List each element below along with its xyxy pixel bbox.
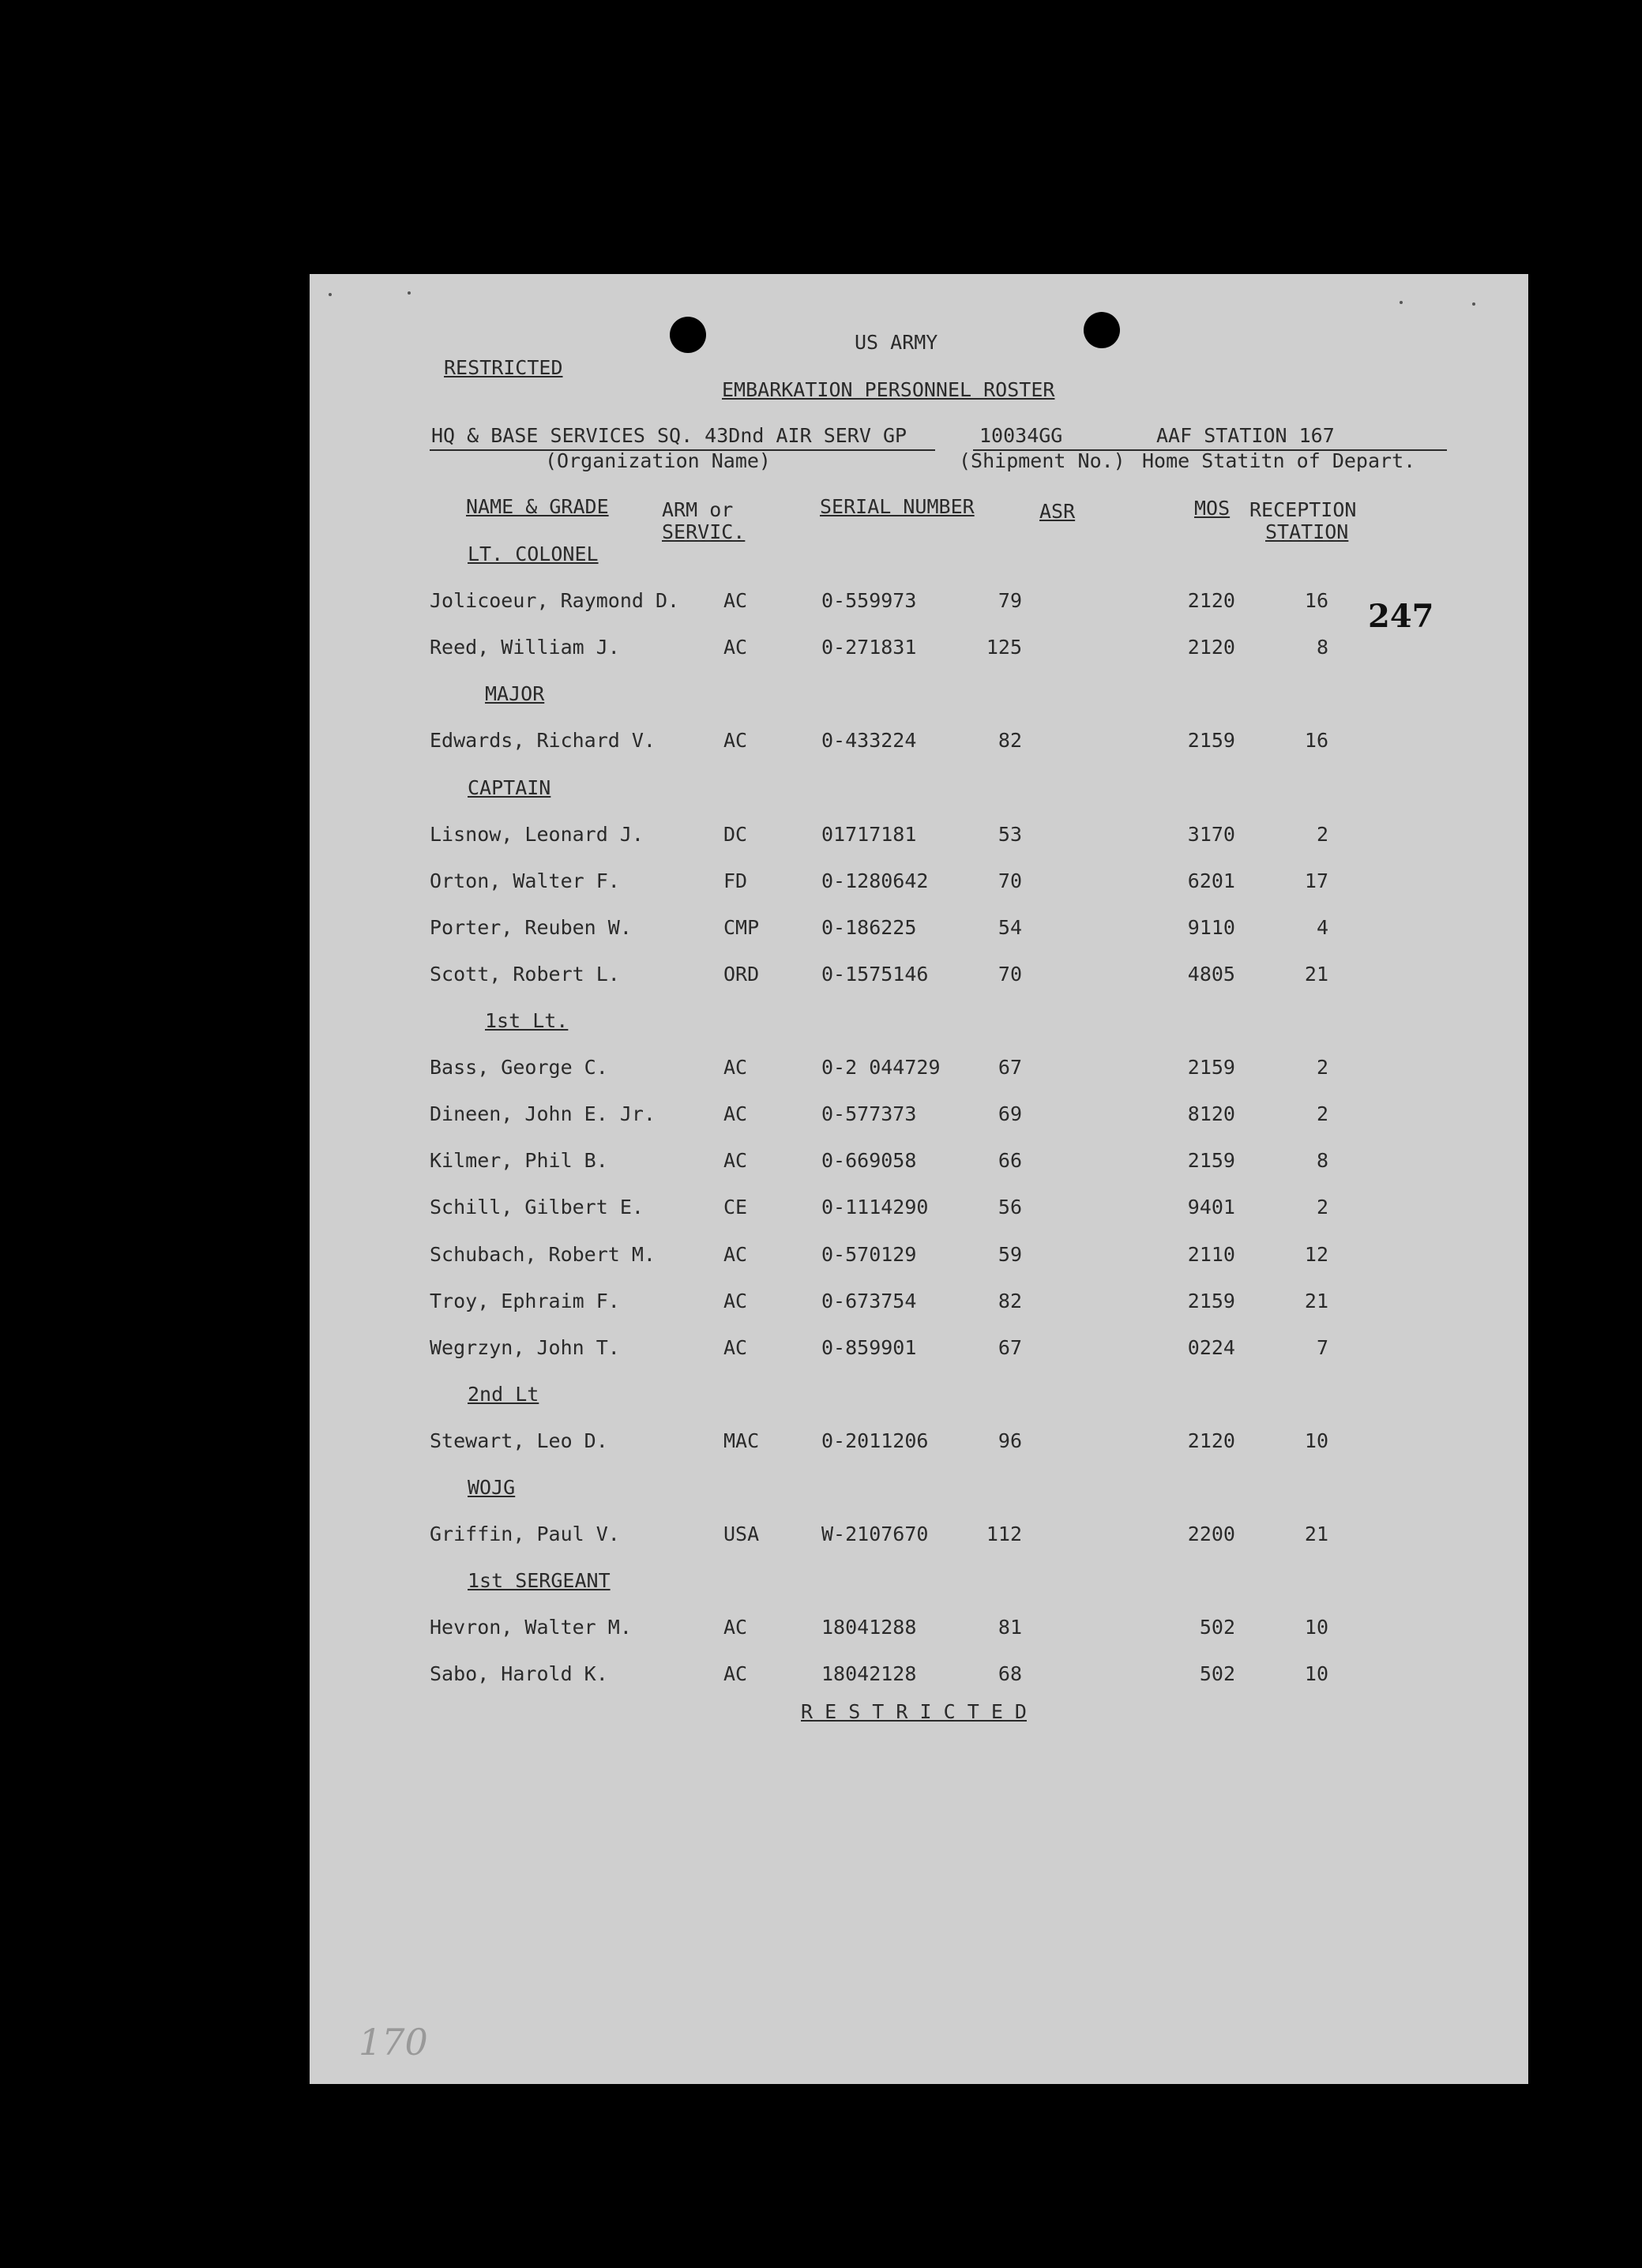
person-name: Scott, Robert L.	[430, 963, 620, 986]
mos-code: 9401	[1187, 1196, 1235, 1218]
grade-heading: MAJOR	[485, 682, 545, 705]
reception-station: 2	[1316, 1102, 1328, 1125]
serial-number: 0-433224	[821, 729, 917, 752]
serial-number: 0-577373	[821, 1102, 917, 1125]
home-station: AAF STATION 167	[1156, 424, 1335, 447]
grade-heading: CAPTAIN	[468, 776, 551, 799]
mos-code: 2159	[1187, 1149, 1235, 1172]
person-name: Griffin, Paul V.	[430, 1523, 620, 1545]
speck	[1472, 302, 1475, 306]
person-name: Lisnow, Leonard J.	[430, 823, 644, 846]
reception-station: 2	[1316, 823, 1328, 846]
arm-service: CE	[723, 1196, 748, 1218]
organization-name: HQ & BASE SERVICES SQ. 43Dnd AIR SERV GP	[431, 424, 907, 447]
punch-hole-left	[670, 317, 706, 353]
arm-service: AC	[723, 1662, 748, 1685]
col-name-grade: NAME & GRADE	[466, 495, 609, 518]
mos-code: 4805	[1187, 963, 1235, 986]
serial-number: 0-186225	[821, 916, 917, 939]
person-name: Hevron, Walter M.	[430, 1616, 632, 1639]
arm-service: AC	[723, 1290, 748, 1312]
col-reception-1: RECEPTION	[1249, 498, 1357, 521]
person-name: Dineen, John E. Jr.	[430, 1102, 656, 1125]
arm-service: ORD	[723, 963, 760, 986]
serial-number: 0-1114290	[821, 1196, 929, 1218]
person-name: Jolicoeur, Raymond D.	[430, 589, 680, 612]
reception-station: 10	[1304, 1429, 1328, 1452]
mos-code: 2159	[1187, 1290, 1235, 1312]
reception-station: 17	[1304, 869, 1328, 892]
reception-station: 10	[1304, 1662, 1328, 1685]
asr-score: 96	[998, 1429, 1022, 1452]
grade-heading: 1st Lt.	[485, 1009, 569, 1032]
arm-service: AC	[723, 1102, 748, 1125]
col-mos: MOS	[1194, 497, 1231, 520]
shipment-number: 10034GG	[979, 424, 1063, 447]
mos-code: 2159	[1187, 729, 1235, 752]
mos-code: 2120	[1187, 589, 1235, 612]
asr-score: 70	[998, 869, 1022, 892]
reception-station: 16	[1304, 589, 1328, 612]
shipment-caption: (Shipment No.)	[959, 449, 1125, 472]
reception-station: 21	[1304, 963, 1328, 986]
asr-score: 79	[998, 589, 1022, 612]
organization-caption: (Organization Name)	[545, 449, 771, 472]
mos-code: 9110	[1187, 916, 1235, 939]
asr-score: 70	[998, 963, 1022, 986]
asr-score: 81	[998, 1616, 1022, 1639]
station-caption: Home Statitn of Depart.	[1142, 449, 1416, 472]
asr-score: 56	[998, 1196, 1022, 1218]
arm-service: AC	[723, 589, 748, 612]
person-name: Bass, George C.	[430, 1056, 608, 1079]
reception-station: 21	[1304, 1290, 1328, 1312]
serial-number: W-2107670	[821, 1523, 929, 1545]
person-name: Stewart, Leo D.	[430, 1429, 608, 1452]
mos-code: 2120	[1187, 1429, 1235, 1452]
arm-service: MAC	[723, 1429, 760, 1452]
col-serial: SERIAL NUMBER	[820, 495, 975, 518]
col-arm-2: SERVIC.	[662, 520, 746, 543]
mos-code: 502	[1199, 1616, 1235, 1639]
page-number: 247	[1368, 598, 1434, 635]
serial-number: 0-2011206	[821, 1429, 929, 1452]
restricted-top: RESTRICTED	[444, 356, 563, 379]
header-army: US ARMY	[855, 331, 938, 354]
reception-station: 7	[1316, 1336, 1328, 1359]
asr-score: 82	[998, 1290, 1022, 1312]
asr-score: 69	[998, 1102, 1022, 1125]
speck	[1400, 301, 1403, 304]
person-name: Edwards, Richard V.	[430, 729, 656, 752]
person-name: Porter, Reuben W.	[430, 916, 632, 939]
mos-code: 6201	[1187, 869, 1235, 892]
arm-service: AC	[723, 729, 748, 752]
serial-number: 0-669058	[821, 1149, 917, 1172]
asr-score: 82	[998, 729, 1022, 752]
serial-number: 0-2 044729	[821, 1056, 941, 1079]
reception-station: 8	[1316, 1149, 1328, 1172]
serial-number: 01717181	[821, 823, 917, 846]
asr-score: 68	[998, 1662, 1022, 1685]
mos-code: 3170	[1187, 823, 1235, 846]
arm-service: AC	[723, 1616, 748, 1639]
asr-score: 54	[998, 916, 1022, 939]
reception-station: 21	[1304, 1523, 1328, 1545]
person-name: Reed, William J.	[430, 636, 620, 659]
serial-number: 18042128	[821, 1662, 917, 1685]
serial-number: 0-570129	[821, 1243, 917, 1266]
arm-service: CMP	[723, 916, 760, 939]
reception-station: 12	[1304, 1243, 1328, 1266]
arm-service: DC	[723, 823, 748, 846]
person-name: Sabo, Harold K.	[430, 1662, 608, 1685]
mos-code: 8120	[1187, 1102, 1235, 1125]
arm-service: AC	[723, 1056, 748, 1079]
serial-number: 0-1280642	[821, 869, 929, 892]
person-name: Troy, Ephraim F.	[430, 1290, 620, 1312]
reception-station: 2	[1316, 1056, 1328, 1079]
person-name: Wegrzyn, John T.	[430, 1336, 620, 1359]
speck	[329, 293, 332, 296]
mos-code: 502	[1199, 1662, 1235, 1685]
reception-station: 4	[1316, 916, 1328, 939]
arm-service: USA	[723, 1523, 760, 1545]
grade-heading: LT. COLONEL	[468, 543, 599, 565]
reception-station: 2	[1316, 1196, 1328, 1218]
arm-service: FD	[723, 869, 748, 892]
serial-number: 0-559973	[821, 589, 917, 612]
asr-score: 67	[998, 1336, 1022, 1359]
asr-score: 66	[998, 1149, 1022, 1172]
asr-score: 112	[986, 1523, 1022, 1545]
document-page	[310, 274, 1528, 2084]
col-asr: ASR	[1039, 500, 1076, 523]
arm-service: AC	[723, 1149, 748, 1172]
roster-title: EMBARKATION PERSONNEL ROSTER	[722, 378, 1055, 401]
asr-score: 67	[998, 1056, 1022, 1079]
mos-code: 2200	[1187, 1523, 1235, 1545]
asr-score: 125	[986, 636, 1022, 659]
arm-service: AC	[723, 1336, 748, 1359]
grade-heading: 2nd Lt	[468, 1383, 539, 1406]
serial-number: 0-271831	[821, 636, 917, 659]
grade-heading: WOJG	[468, 1476, 516, 1499]
reception-station: 16	[1304, 729, 1328, 752]
restricted-bottom: R E S T R I C T E D	[801, 1700, 1027, 1723]
serial-number: 18041288	[821, 1616, 917, 1639]
speck	[408, 291, 411, 295]
reception-station: 8	[1316, 636, 1328, 659]
arm-service: AC	[723, 636, 748, 659]
grade-heading: 1st SERGEANT	[468, 1569, 611, 1592]
person-name: Schubach, Robert M.	[430, 1243, 656, 1266]
reception-station: 10	[1304, 1616, 1328, 1639]
col-reception-2: STATION	[1265, 520, 1349, 543]
col-arm-1: ARM or	[662, 498, 734, 521]
mos-code: 0224	[1187, 1336, 1235, 1359]
asr-score: 53	[998, 823, 1022, 846]
mos-code: 2159	[1187, 1056, 1235, 1079]
handwritten-number: 170	[359, 2021, 428, 2063]
serial-number: 0-1575146	[821, 963, 929, 986]
serial-number: 0-673754	[821, 1290, 917, 1312]
person-name: Orton, Walter F.	[430, 869, 620, 892]
arm-service: AC	[723, 1243, 748, 1266]
asr-score: 59	[998, 1243, 1022, 1266]
person-name: Kilmer, Phil B.	[430, 1149, 608, 1172]
mos-code: 2120	[1187, 636, 1235, 659]
mos-code: 2110	[1187, 1243, 1235, 1266]
serial-number: 0-859901	[821, 1336, 917, 1359]
person-name: Schill, Gilbert E.	[430, 1196, 644, 1218]
punch-hole-right	[1084, 312, 1120, 348]
